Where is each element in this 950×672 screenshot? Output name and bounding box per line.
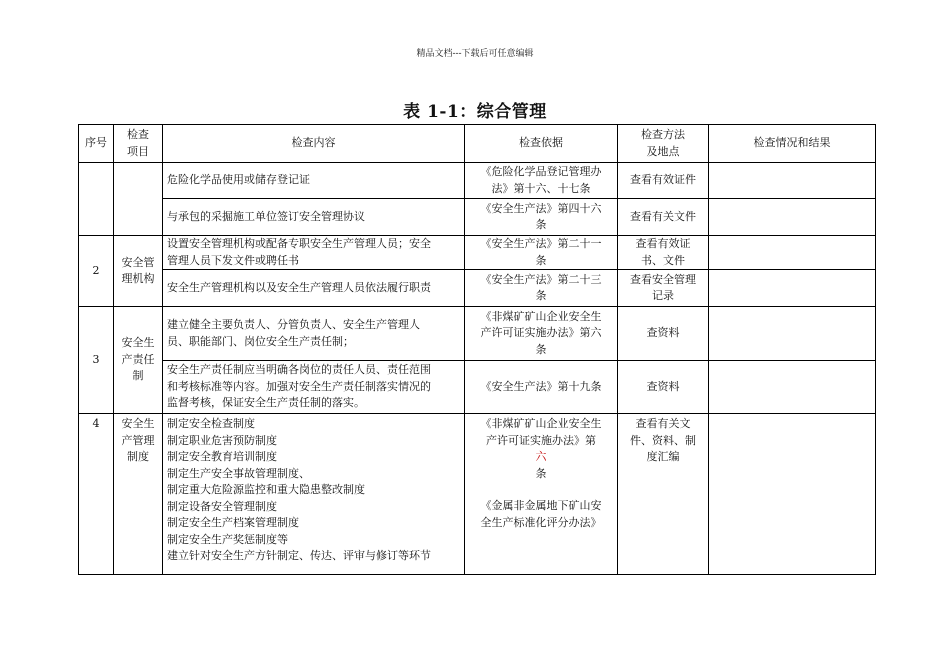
row-method: 查看安全管理 记录 <box>618 270 709 307</box>
table-row <box>79 361 876 414</box>
row-no: 3 <box>79 307 114 414</box>
table-row <box>79 414 876 575</box>
table-row <box>79 236 876 270</box>
row-content: 设置安全管理机构或配备专职安全生产管理人员；安全 管理人员下发文件或聘任书 <box>163 236 465 270</box>
row-result[interactable] <box>709 307 876 361</box>
row-content: 危险化学品使用或储存登记证 <box>163 163 465 199</box>
row-basis: 《非煤矿矿山企业安全生 产许可证实施办法》第六 条 <box>465 307 618 361</box>
row-no: 4 <box>79 414 114 575</box>
table-row <box>79 163 876 199</box>
row-method: 查资料 <box>618 361 709 414</box>
inspection-table <box>78 124 876 575</box>
row-item: 安全生 产责任 制 <box>114 307 163 414</box>
row-no: 2 <box>79 236 114 307</box>
row-no <box>79 163 114 236</box>
row-method: 查资料 <box>618 307 709 361</box>
row-content: 制定安全检查制度 制定职业危害预防制度 制定安全教育培训制度 制定生产安全事故管理制度、 制定重大危险源监控和重大隐患整改制度 制定设备安全管理制度 制定安全生产档案管理制度 制定安全生产奖惩制度等 建立针对安全生产方针制定、传达、评审与修订等环节 <box>163 414 465 575</box>
row-item: 安全管 理机构 <box>114 236 163 307</box>
row-result[interactable] <box>709 270 876 307</box>
row-result[interactable] <box>709 236 876 270</box>
row-content: 安全生产管理机构以及安全生产管理人员依法履行职责 <box>163 270 465 307</box>
table-row <box>79 270 876 307</box>
row-basis: 《危险化学品登记管理办 法》第十六、十七条 <box>465 163 618 199</box>
col-header-basis: 检查依据 <box>465 125 618 163</box>
row-basis: 《安全生产法》第四十六 条 <box>465 199 618 236</box>
row-content: 安全生产责任制应当明确各岗位的责任人员、责任范围 和考核标准等内容。加强对安全生产责任制落实情况的 监督考核，保证安全生产责任制的落实。 <box>163 361 465 414</box>
header-row <box>79 125 876 163</box>
row-method: 查看有效证 书、文件 <box>618 236 709 270</box>
row-basis: 《安全生产法》第十九条 <box>465 361 618 414</box>
row-basis: 《安全生产法》第二十三 条 <box>465 270 618 307</box>
col-header-method: 检查方法 及地点 <box>618 125 709 163</box>
row-basis: 《非煤矿矿山企业安全生 产许可证实施办法》第 六 条 《金属非金属地下矿山安 全生产标准化评分办法》 <box>465 414 618 575</box>
row-result[interactable] <box>709 414 876 575</box>
col-header-result: 检查情况和结果 <box>709 125 876 163</box>
row-method: 查看有关文件 <box>618 199 709 236</box>
row-item <box>114 163 163 236</box>
row-result[interactable] <box>709 199 876 236</box>
table-row <box>79 307 876 361</box>
table-title: 表 1-1：综合管理 <box>403 102 547 122</box>
header-note: 精品文档---下载后可任意编辑 <box>416 49 534 59</box>
row-basis: 《安全生产法》第二十一 条 <box>465 236 618 270</box>
row-content: 与承包的采掘施工单位签订安全管理协议 <box>163 199 465 236</box>
row-result[interactable] <box>709 163 876 199</box>
col-header-content: 检查内容 <box>163 125 465 163</box>
table-row <box>79 199 876 236</box>
col-header-item: 检查 项目 <box>114 125 163 163</box>
col-header-no: 序号 <box>79 125 114 163</box>
row-content: 建立健全主要负责人、分管负责人、安全生产管理人 员、职能部门、岗位安全生产责任制； <box>163 307 465 361</box>
row-item: 安全生 产管理 制度 <box>114 414 163 575</box>
row-method: 查看有效证件 <box>618 163 709 199</box>
row-result[interactable] <box>709 361 876 414</box>
row-method: 查看有关文 件、资料、制 度汇编 <box>618 414 709 575</box>
